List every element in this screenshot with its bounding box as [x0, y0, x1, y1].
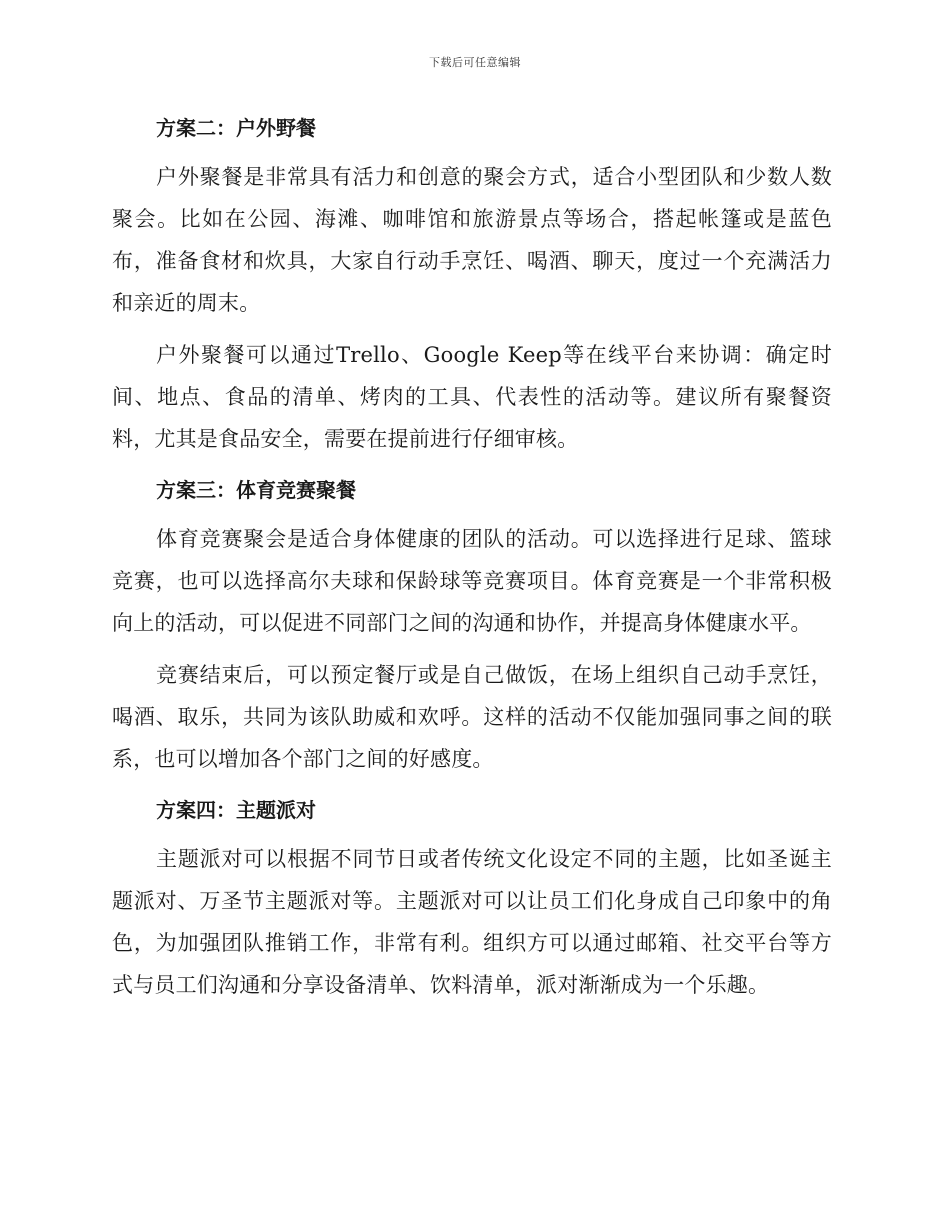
- section-plan-three: [112, 470, 832, 780]
- section-title: 方案二：户外野餐: [156, 116, 316, 140]
- section-plan-two: [112, 108, 832, 460]
- page-header: 下载后可任意编辑: [429, 56, 521, 69]
- paragraph: 主题派对可以根据不同节日或者传统文化设定不同的主题，比如圣诞主题派对、万圣节主题派对等。主题派对可以让员工们化身成自己印象中的角色，为加强团队推销工作，非常有利。组织方可以通过邮箱、社交平台等方式与员工们沟通和分享设备清单、饮料清单，派对渐渐成为一个乐趣。: [112, 847, 832, 997]
- section-plan-four: [112, 790, 832, 1006]
- section-title: 方案三：体育竞赛聚餐: [156, 478, 356, 502]
- section-title: 方案四：主题派对: [156, 798, 316, 822]
- paragraph: 户外聚餐是非常具有活力和创意的聚会方式，适合小型团队和少数人数聚会。比如在公园、海滩、咖啡馆和旅游景点等场合，搭起帐篷或是蓝色布，准备食材和炊具，大家自行动手烹饪、喝酒、聊天，度过一个充满活力和亲近的周末。: [112, 165, 832, 315]
- document-body: [112, 108, 832, 1016]
- paragraph: 户外聚餐可以通过Trello、Google Keep等在线平台来协调：确定时间、地点、食品的清单、烤肉的工具、代表性的活动等。建议所有聚餐资料，尤其是食品安全，需要在提前进行仔细审核。: [112, 343, 832, 451]
- paragraph: 竞赛结束后，可以预定餐厅或是自己做饭，在场上组织自己动手烹饪，喝酒、取乐，共同为该队助威和欢呼。这样的活动不仅能加强同事之间的联系，也可以增加各个部门之间的好感度。: [112, 663, 832, 771]
- paragraph: 体育竞赛聚会是适合身体健康的团队的活动。可以选择进行足球、篮球竞赛，也可以选择高尔夫球和保龄球等竞赛项目。体育竞赛是一个非常积极向上的活动，可以促进不同部门之间的沟通和协作，并提高身体健康水平。: [112, 527, 832, 635]
